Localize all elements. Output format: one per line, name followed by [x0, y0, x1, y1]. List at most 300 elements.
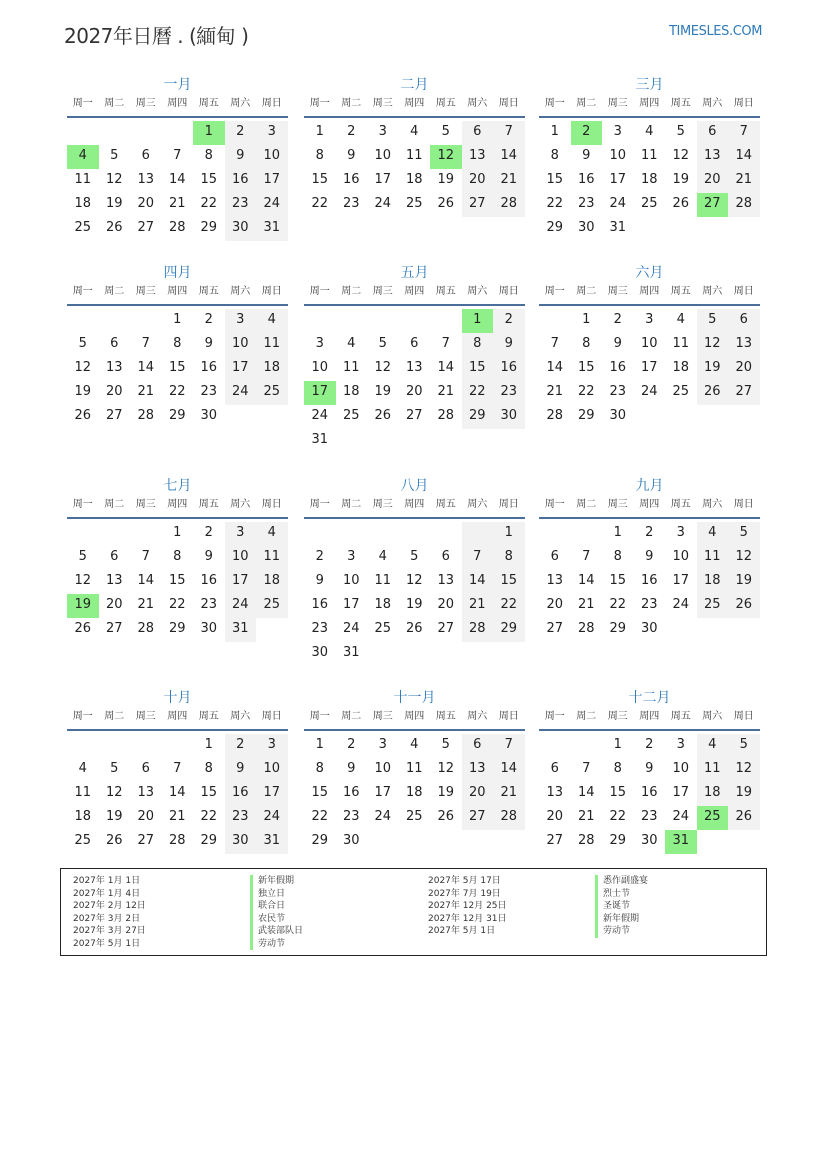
day-cell: 9 [493, 333, 525, 357]
weekday-label: 周一 [544, 286, 565, 297]
day-cell: 16 [200, 360, 218, 375]
day-cell: 30 [225, 830, 257, 854]
day-cell: 9 [225, 145, 257, 169]
day-cell: 27 [546, 621, 564, 636]
day-cell: 14 [493, 758, 525, 782]
weekday-header [304, 96, 525, 118]
empty-day-cell [399, 309, 431, 333]
page-title: 2027年日曆 . (緬甸 ) [64, 24, 249, 48]
day-cell: 4 [256, 309, 288, 333]
weekday-label: 周四 [639, 286, 660, 297]
day-cell: 25 [640, 196, 658, 211]
day-cell: 8 [462, 333, 494, 357]
day-cell: 20 [462, 169, 494, 193]
day-cell: 1 [173, 312, 182, 327]
day-cell: 22 [609, 597, 627, 612]
day-cell: 1 [613, 737, 622, 752]
day-cell: 9 [347, 761, 356, 776]
empty-day-cell [162, 734, 194, 758]
day-cell: 15 [168, 360, 186, 375]
day-cell: 3 [676, 525, 685, 540]
day-cell: 26 [728, 806, 760, 830]
weekday-label: 周日 [733, 711, 754, 722]
weekday-label: 周五 [435, 711, 456, 722]
day-cell: 21 [168, 809, 186, 824]
day-cell: 24 [225, 381, 257, 405]
weekday-label: 周四 [639, 98, 660, 109]
weekday-header [304, 497, 525, 519]
day-cell: 15 [168, 573, 186, 588]
month-name: 十月 [163, 690, 192, 706]
month-name: 四月 [163, 265, 192, 281]
day-cell: 28 [546, 408, 564, 423]
day-cell: 29 [168, 621, 186, 636]
weekday-label: 周日 [733, 286, 754, 297]
weekday-label: 周日 [733, 499, 754, 510]
day-cell: 15 [200, 785, 218, 800]
weekday-label: 周六 [467, 286, 488, 297]
weekday-label: 周一 [72, 499, 93, 510]
weekday-label: 周五 [670, 499, 691, 510]
holiday-dates-col1 [73, 875, 146, 950]
day-cell: 23 [311, 621, 329, 636]
weekday-label: 周一 [544, 711, 565, 722]
day-cell: 27 [462, 193, 494, 217]
day-cell: 26 [437, 196, 455, 211]
day-cell: 22 [200, 196, 218, 211]
weekday-label: 周六 [230, 98, 251, 109]
day-cell: 1 [550, 124, 559, 139]
day-cell: 31 [609, 220, 627, 235]
day-cell: 19 [697, 357, 729, 381]
day-cell: 17 [640, 360, 658, 375]
day-cell: 15 [311, 172, 329, 187]
day-cell: 24 [342, 621, 360, 636]
holiday-date: 2027年 12月 31日 [428, 913, 507, 924]
day-cell: 4 [256, 522, 288, 546]
day-cell: 19 [728, 570, 760, 594]
weekday-label: 周四 [167, 499, 188, 510]
weekday-label: 周三 [372, 499, 393, 510]
holiday-date: 2027年 5月 1日 [428, 926, 496, 936]
weekday-label: 周五 [435, 286, 456, 297]
day-cell: 5 [378, 336, 387, 351]
day-cell: 23 [200, 597, 218, 612]
day-cell: 14 [168, 172, 186, 187]
day-cell: 10 [374, 761, 392, 776]
day-cell: 18 [405, 172, 423, 187]
weekday-label: 周五 [435, 98, 456, 109]
holiday-names-col2 [595, 875, 648, 938]
day-grid [304, 121, 525, 217]
day-cell: 17 [672, 573, 690, 588]
month-calendar [304, 262, 525, 453]
empty-day-cell [539, 734, 571, 758]
day-cell: 30 [577, 220, 595, 235]
empty-day-cell [130, 309, 162, 333]
weekday-label: 周六 [467, 711, 488, 722]
day-cell: 20 [546, 597, 564, 612]
day-cell: 26 [728, 594, 760, 618]
day-cell: 18 [374, 597, 392, 612]
day-cell: 22 [462, 381, 494, 405]
day-cell: 23 [640, 597, 658, 612]
weekday-label: 周三 [372, 286, 393, 297]
day-cell: 25 [342, 408, 360, 423]
day-cell: 29 [609, 621, 627, 636]
empty-day-cell [367, 522, 399, 546]
day-cell: 6 [141, 148, 150, 163]
weekday-label: 周日 [498, 286, 519, 297]
day-cell: 23 [225, 806, 257, 830]
holiday-name: 悉作副盛宴 [595, 875, 648, 888]
month-calendar [67, 262, 288, 429]
day-cell: 28 [728, 193, 760, 217]
weekday-label: 周二 [576, 499, 597, 510]
weekday-label: 周二 [104, 711, 125, 722]
weekday-label: 周三 [607, 286, 628, 297]
holiday-list [60, 868, 767, 956]
weekday-label: 周三 [372, 98, 393, 109]
day-cell: 14 [577, 785, 595, 800]
day-cell: 5 [676, 124, 685, 139]
day-cell: 11 [256, 546, 288, 570]
day-cell: 19 [105, 809, 123, 824]
holiday-day-cell: 31 [665, 830, 697, 854]
day-cell: 28 [168, 833, 186, 848]
day-cell: 2 [225, 121, 257, 145]
day-cell: 6 [550, 549, 559, 564]
day-cell: 8 [204, 761, 213, 776]
month-calendar [67, 687, 288, 854]
day-cell: 24 [672, 597, 690, 612]
day-cell: 3 [676, 737, 685, 752]
holiday-dates-col2 [428, 875, 507, 938]
day-cell: 28 [437, 408, 455, 423]
day-cell: 11 [697, 546, 729, 570]
day-cell: 26 [405, 621, 423, 636]
day-cell: 12 [672, 148, 690, 163]
day-cell: 23 [225, 193, 257, 217]
day-cell: 25 [74, 833, 92, 848]
holiday-day-cell: 19 [67, 594, 99, 618]
holiday-names-col1 [250, 875, 303, 950]
day-cell: 9 [645, 549, 654, 564]
day-grid [539, 121, 760, 241]
day-cell: 16 [311, 597, 329, 612]
day-cell: 10 [311, 360, 329, 375]
day-cell: 21 [577, 597, 595, 612]
day-cell: 5 [697, 309, 729, 333]
holiday-name: 新年假期 [250, 875, 303, 888]
day-cell: 26 [437, 809, 455, 824]
day-cell: 13 [546, 573, 564, 588]
weekday-header [539, 96, 760, 118]
day-cell: 5 [410, 549, 419, 564]
day-cell: 18 [697, 570, 729, 594]
day-cell: 15 [493, 570, 525, 594]
day-cell: 23 [577, 196, 595, 211]
day-cell: 1 [315, 124, 324, 139]
day-cell: 9 [613, 336, 622, 351]
weekday-label: 周二 [104, 499, 125, 510]
day-cell: 27 [437, 621, 455, 636]
weekday-header [67, 497, 288, 519]
day-cell: 22 [311, 809, 329, 824]
day-cell: 17 [672, 785, 690, 800]
day-cell: 22 [546, 196, 564, 211]
weekday-label: 周六 [230, 711, 251, 722]
day-cell: 7 [462, 546, 494, 570]
holiday-day-cell: 1 [193, 121, 225, 145]
day-cell: 10 [374, 148, 392, 163]
empty-day-cell [67, 522, 99, 546]
day-cell: 9 [582, 148, 591, 163]
day-cell: 13 [728, 333, 760, 357]
day-cell: 11 [697, 758, 729, 782]
weekday-label: 周五 [198, 98, 219, 109]
holiday-name: 武装部队日 [250, 925, 303, 938]
day-cell: 19 [405, 597, 423, 612]
day-cell: 4 [645, 124, 654, 139]
weekday-label: 周日 [261, 98, 282, 109]
empty-day-cell [571, 522, 603, 546]
day-cell: 29 [311, 833, 329, 848]
weekday-label: 周三 [372, 711, 393, 722]
day-cell: 13 [697, 145, 729, 169]
day-cell: 23 [342, 809, 360, 824]
day-cell: 14 [137, 573, 155, 588]
day-cell: 18 [640, 172, 658, 187]
empty-day-cell [336, 522, 368, 546]
day-cell: 26 [74, 408, 92, 423]
day-cell: 22 [609, 809, 627, 824]
day-grid [304, 734, 525, 854]
weekday-label: 周一 [309, 286, 330, 297]
day-cell: 3 [256, 734, 288, 758]
day-cell: 13 [105, 360, 123, 375]
day-cell: 7 [141, 336, 150, 351]
day-cell: 16 [342, 785, 360, 800]
day-cell: 21 [493, 169, 525, 193]
day-cell: 27 [462, 806, 494, 830]
day-cell: 16 [342, 172, 360, 187]
month-name: 十二月 [628, 690, 671, 706]
day-cell: 5 [110, 761, 119, 776]
day-cell: 30 [493, 405, 525, 429]
day-cell: 10 [225, 546, 257, 570]
weekday-label: 周五 [670, 98, 691, 109]
day-cell: 5 [78, 549, 87, 564]
day-cell: 18 [256, 570, 288, 594]
day-cell: 6 [110, 549, 119, 564]
day-grid [67, 734, 288, 854]
empty-day-cell [539, 309, 571, 333]
month-name: 六月 [635, 265, 664, 281]
month-calendar [304, 74, 525, 217]
day-cell: 28 [137, 408, 155, 423]
month-calendar [67, 74, 288, 241]
month-name: 五月 [400, 265, 429, 281]
weekday-label: 周日 [733, 98, 754, 109]
day-cell: 16 [640, 573, 658, 588]
day-cell: 31 [342, 645, 360, 660]
month-name: 七月 [163, 478, 192, 494]
day-cell: 3 [645, 312, 654, 327]
day-cell: 12 [728, 758, 760, 782]
day-cell: 13 [137, 785, 155, 800]
day-cell: 3 [378, 737, 387, 752]
weekday-label: 周四 [404, 711, 425, 722]
weekday-label: 周二 [341, 286, 362, 297]
day-cell: 24 [256, 806, 288, 830]
day-cell: 18 [405, 785, 423, 800]
day-cell: 21 [137, 597, 155, 612]
day-cell: 7 [493, 121, 525, 145]
day-cell: 12 [728, 546, 760, 570]
weekday-label: 周三 [607, 711, 628, 722]
day-cell: 20 [137, 809, 155, 824]
day-cell: 23 [342, 196, 360, 211]
empty-day-cell [571, 734, 603, 758]
month-calendar [304, 687, 525, 854]
holiday-name: 烈士节 [595, 888, 648, 901]
day-cell: 20 [437, 597, 455, 612]
day-cell: 8 [613, 761, 622, 776]
day-cell: 7 [582, 549, 591, 564]
day-cell: 21 [137, 384, 155, 399]
site-name[interactable]: TIMESLES.COM [669, 24, 763, 39]
day-cell: 5 [441, 124, 450, 139]
day-cell: 3 [347, 549, 356, 564]
day-cell: 20 [105, 384, 123, 399]
day-cell: 15 [200, 172, 218, 187]
day-cell: 29 [577, 408, 595, 423]
weekday-label: 周二 [576, 98, 597, 109]
day-cell: 30 [640, 621, 658, 636]
day-cell: 14 [437, 360, 455, 375]
day-cell: 26 [105, 220, 123, 235]
day-cell: 28 [493, 193, 525, 217]
weekday-header [539, 284, 760, 306]
day-cell: 26 [697, 381, 729, 405]
day-cell: 19 [728, 782, 760, 806]
holiday-day-cell: 25 [697, 806, 729, 830]
day-cell: 14 [168, 785, 186, 800]
day-cell: 25 [697, 594, 729, 618]
day-cell: 12 [105, 785, 123, 800]
day-cell: 13 [105, 573, 123, 588]
holiday-date: 2027年 1月 1日 [73, 876, 141, 886]
day-cell: 8 [613, 549, 622, 564]
weekday-label: 周日 [261, 711, 282, 722]
weekday-label: 周一 [72, 286, 93, 297]
day-cell: 24 [640, 384, 658, 399]
day-cell: 23 [493, 381, 525, 405]
day-cell: 5 [110, 148, 119, 163]
day-cell: 2 [347, 124, 356, 139]
holiday-date: 2027年 2月 12日 [73, 901, 146, 911]
day-cell: 14 [577, 573, 595, 588]
day-cell: 1 [613, 525, 622, 540]
day-cell: 8 [173, 549, 182, 564]
day-cell: 24 [311, 408, 329, 423]
day-cell: 20 [697, 169, 729, 193]
day-cell: 17 [609, 172, 627, 187]
day-cell: 1 [173, 525, 182, 540]
day-cell: 28 [493, 806, 525, 830]
weekday-label: 周二 [104, 286, 125, 297]
holiday-date: 2027年 3月 2日 [73, 913, 141, 924]
day-cell: 3 [613, 124, 622, 139]
day-cell: 14 [462, 570, 494, 594]
day-cell: 1 [582, 312, 591, 327]
day-cell: 8 [315, 761, 324, 776]
weekday-label: 周五 [670, 711, 691, 722]
day-cell: 2 [645, 525, 654, 540]
day-cell: 5 [78, 336, 87, 351]
day-grid [539, 734, 760, 854]
day-cell: 16 [225, 782, 257, 806]
day-cell: 15 [546, 172, 564, 187]
empty-day-cell [130, 734, 162, 758]
day-cell: 27 [137, 833, 155, 848]
day-cell: 13 [462, 145, 494, 169]
weekday-label: 周六 [467, 499, 488, 510]
day-cell: 27 [137, 220, 155, 235]
day-cell: 19 [374, 384, 392, 399]
day-cell: 26 [672, 196, 690, 211]
day-cell: 7 [582, 761, 591, 776]
empty-day-cell [67, 121, 99, 145]
holiday-name: 联合日 [250, 900, 303, 913]
day-cell: 30 [200, 408, 218, 423]
day-cell: 7 [493, 734, 525, 758]
day-cell: 12 [437, 761, 455, 776]
day-cell: 13 [137, 172, 155, 187]
holiday-day-cell: 2 [571, 121, 603, 145]
weekday-label: 周三 [607, 98, 628, 109]
day-cell: 16 [225, 169, 257, 193]
weekday-label: 周六 [702, 286, 723, 297]
day-cell: 6 [462, 121, 494, 145]
empty-day-cell [430, 309, 462, 333]
day-cell: 4 [697, 522, 729, 546]
day-cell: 29 [609, 833, 627, 848]
weekday-label: 周四 [404, 98, 425, 109]
day-cell: 9 [204, 336, 213, 351]
day-grid [67, 309, 288, 429]
day-cell: 5 [728, 522, 760, 546]
day-cell: 18 [256, 357, 288, 381]
day-cell: 4 [697, 734, 729, 758]
day-cell: 26 [74, 621, 92, 636]
day-cell: 4 [347, 336, 356, 351]
month-calendar [539, 475, 760, 642]
empty-day-cell [539, 522, 571, 546]
day-cell: 8 [204, 148, 213, 163]
day-cell: 20 [728, 357, 760, 381]
holiday-day-cell: 12 [430, 145, 462, 169]
day-cell: 28 [577, 833, 595, 848]
day-cell: 9 [225, 758, 257, 782]
day-cell: 11 [74, 785, 92, 800]
day-cell: 31 [256, 217, 288, 241]
day-cell: 5 [441, 737, 450, 752]
day-cell: 11 [374, 573, 392, 588]
day-cell: 23 [200, 384, 218, 399]
day-cell: 17 [342, 597, 360, 612]
